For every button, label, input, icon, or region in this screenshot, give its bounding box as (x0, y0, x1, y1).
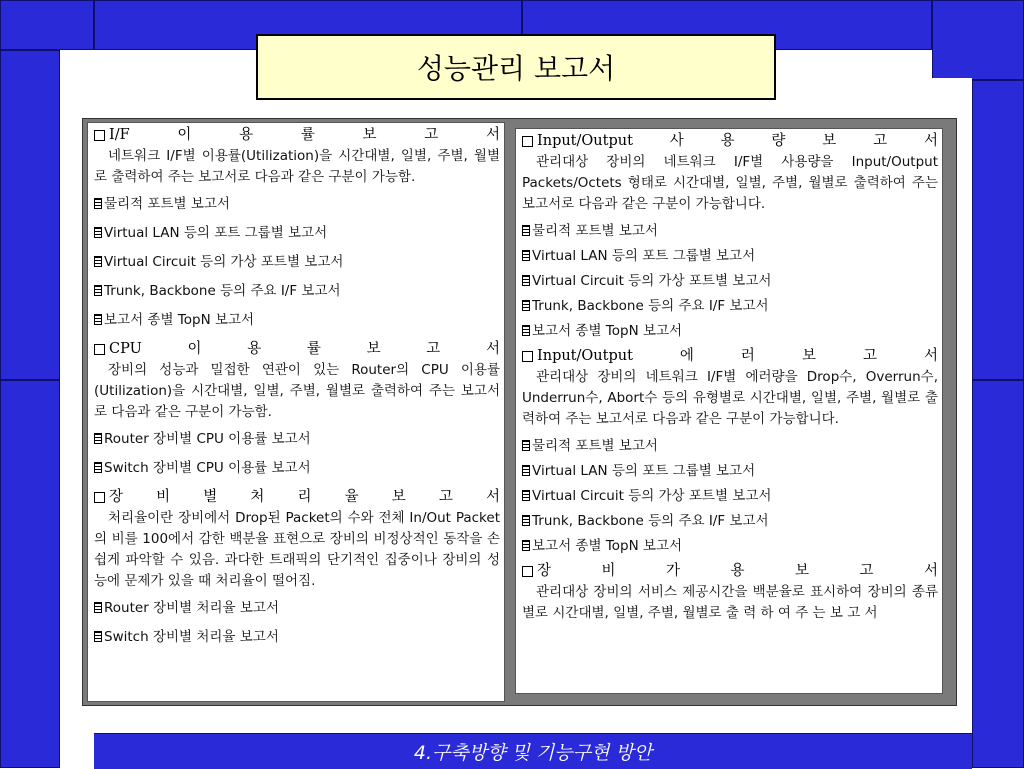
section-heading-text: 장 비 별 처 리 율 보 고 서 (109, 489, 500, 505)
checkbox-bullet-icon (94, 492, 105, 503)
document-list-icon (94, 256, 102, 267)
document-list-icon (94, 198, 102, 209)
section-heading (94, 125, 500, 146)
section-heading-text: I/F 이 용 률 보 고 서 (109, 127, 500, 143)
list-item-text: Virtual Circuit 등의 가상 포트별 보고서 (532, 273, 772, 289)
document-list-icon (94, 462, 102, 473)
list-item (94, 458, 500, 479)
section-description: 관리대상 장비의 네트워크 I/F별 에러량을 Drop수, Overrun수, Underrun수, Abort수 등의 유형별로 시간대별, 일별, 주별, 월별로 출력하여 주는 보고서로 다음과 같은 구분이 가능합니다. (522, 369, 938, 427)
document-list-icon (94, 285, 102, 296)
list-item-text: Virtual LAN 등의 포트 그룹별 보고서 (104, 225, 328, 241)
document-list-icon (522, 275, 530, 286)
document-list-icon (522, 490, 530, 501)
right-panel (515, 128, 943, 694)
document-list-icon (522, 515, 530, 526)
section-description: 관리대상 장비의 네트워크 I/F별 사용량을 Input/Output Packets/Octets 형태로 시간대별, 일별, 주별, 월별로 출력하여 주는 보고서로 다음과 같은 구분이 가능합니다. (522, 154, 938, 212)
deco-block-right-lower (972, 380, 1024, 768)
document-list-icon (522, 250, 530, 261)
list-item (522, 246, 938, 267)
footer-bar (94, 733, 972, 769)
list-item-text: Virtual LAN 등의 포트 그룹별 보고서 (532, 248, 756, 264)
section-heading-text: 장 비 가 용 보 고 서 (537, 563, 938, 579)
list-item (94, 281, 500, 302)
document-list-icon (522, 225, 530, 236)
section-description: 처리율이란 장비에서 Drop된 Packet의 수와 전체 In/Out Packet의 비를 100에서 감한 백분율 표현으로 장비의 비정상적인 동작을 손쉽게 파악할 수 있음. 과다한 트래픽의 단기적인 집중이나 장비의 성능에 문제가 있을 때 처리율이 떨어짐. (94, 510, 500, 589)
list-item (94, 429, 500, 450)
list-item-text: Trunk, Backbone 등의 주요 I/F 보고서 (532, 513, 769, 529)
checkbox-bullet-icon (522, 351, 533, 362)
deco-block-top-left (0, 0, 94, 50)
list-item (94, 310, 500, 331)
list-item (522, 486, 938, 507)
section-heading-text: Input/Output 에 러 보 고 서 (537, 348, 938, 364)
list-item (94, 598, 500, 619)
list-item-text: 보고서 종별 TopN 보고서 (532, 538, 683, 554)
list-item (522, 321, 938, 342)
list-item-text: 물리적 포트별 보고서 (104, 196, 230, 212)
deco-block-left-upper (0, 50, 60, 380)
list-item-text: Router 장비별 CPU 이용률 보고서 (104, 431, 311, 447)
list-item (522, 271, 938, 292)
document-list-icon (522, 540, 530, 551)
list-item (94, 194, 500, 215)
section-heading (522, 346, 938, 367)
list-item-text: Virtual LAN 등의 포트 그룹별 보고서 (532, 463, 756, 479)
slide-title-box (256, 34, 776, 100)
section-heading (94, 339, 500, 360)
document-list-icon (94, 227, 102, 238)
list-item-text: Trunk, Backbone 등의 주요 I/F 보고서 (104, 283, 341, 299)
list-item-text: Trunk, Backbone 등의 주요 I/F 보고서 (532, 298, 769, 314)
section-description: 관리대상 장비의 서비스 제공시간을 백분율로 표시하여 장비의 종류별로 시간대별, 일별, 주별, 월별로 출 력 하 여 주 는 보 고 서 (522, 584, 938, 621)
list-item (94, 252, 500, 273)
document-list-icon (94, 631, 102, 642)
list-item (522, 536, 938, 557)
deco-block-right-mid (972, 80, 1024, 380)
list-item-text: Router 장비별 처리율 보고서 (104, 600, 279, 616)
checkbox-bullet-icon (522, 136, 533, 147)
list-item-text: 보고서 종별 TopN 보고서 (104, 312, 255, 328)
list-item-text: Virtual Circuit 등의 가상 포트별 보고서 (104, 254, 344, 270)
document-list-icon (522, 440, 530, 451)
list-item-text: 물리적 포트별 보고서 (532, 223, 658, 239)
deco-block-top-far-right (932, 0, 1024, 80)
document-list-icon (94, 314, 102, 325)
list-item-text: Switch 장비별 CPU 이용률 보고서 (104, 460, 311, 476)
deco-block-left-lower (0, 380, 60, 768)
section-heading-text: Input/Output 사 용 량 보 고 서 (537, 133, 938, 149)
section-description: 네트워크 I/F별 이용률(Utilization)을 시간대별, 일별, 주별, 월별로 출력하여 주는 보고서로 다음과 같은 구분이 가능함. (94, 148, 500, 185)
checkbox-bullet-icon (94, 344, 105, 355)
list-item (522, 461, 938, 482)
document-list-icon (522, 465, 530, 476)
slide-title: 성능관리 보고서 (416, 52, 616, 85)
checkbox-bullet-icon (522, 566, 533, 577)
list-item (94, 223, 500, 244)
section-heading (522, 131, 938, 152)
document-list-icon (94, 602, 102, 613)
section-heading (522, 561, 938, 582)
section-heading (94, 487, 500, 508)
section-description: 장비의 성능과 밀접한 연관이 있는 Router의 CPU 이용률(Utilization)을 시간대별, 일별, 주별, 월별로 출력하여 주는 보고서로 다음과 같은 구분이 가능함. (94, 362, 500, 420)
checkbox-bullet-icon (94, 130, 105, 141)
list-item (522, 436, 938, 457)
list-item (522, 296, 938, 317)
list-item (94, 627, 500, 648)
document-list-icon (522, 300, 530, 311)
list-item-text: Virtual Circuit 등의 가상 포트별 보고서 (532, 488, 772, 504)
section-heading-text: CPU 이 용 률 보 고 서 (109, 341, 500, 357)
document-list-icon (522, 325, 530, 336)
list-item-text: Switch 장비별 처리율 보고서 (104, 629, 279, 645)
list-item (522, 221, 938, 242)
list-item-text: 물리적 포트별 보고서 (532, 438, 658, 454)
list-item (522, 511, 938, 532)
left-panel (87, 122, 505, 702)
list-item-text: 보고서 종별 TopN 보고서 (532, 323, 683, 339)
document-list-icon (94, 433, 102, 444)
footer-text: 4.구축방향 및 기능구현 방안 (413, 742, 653, 764)
